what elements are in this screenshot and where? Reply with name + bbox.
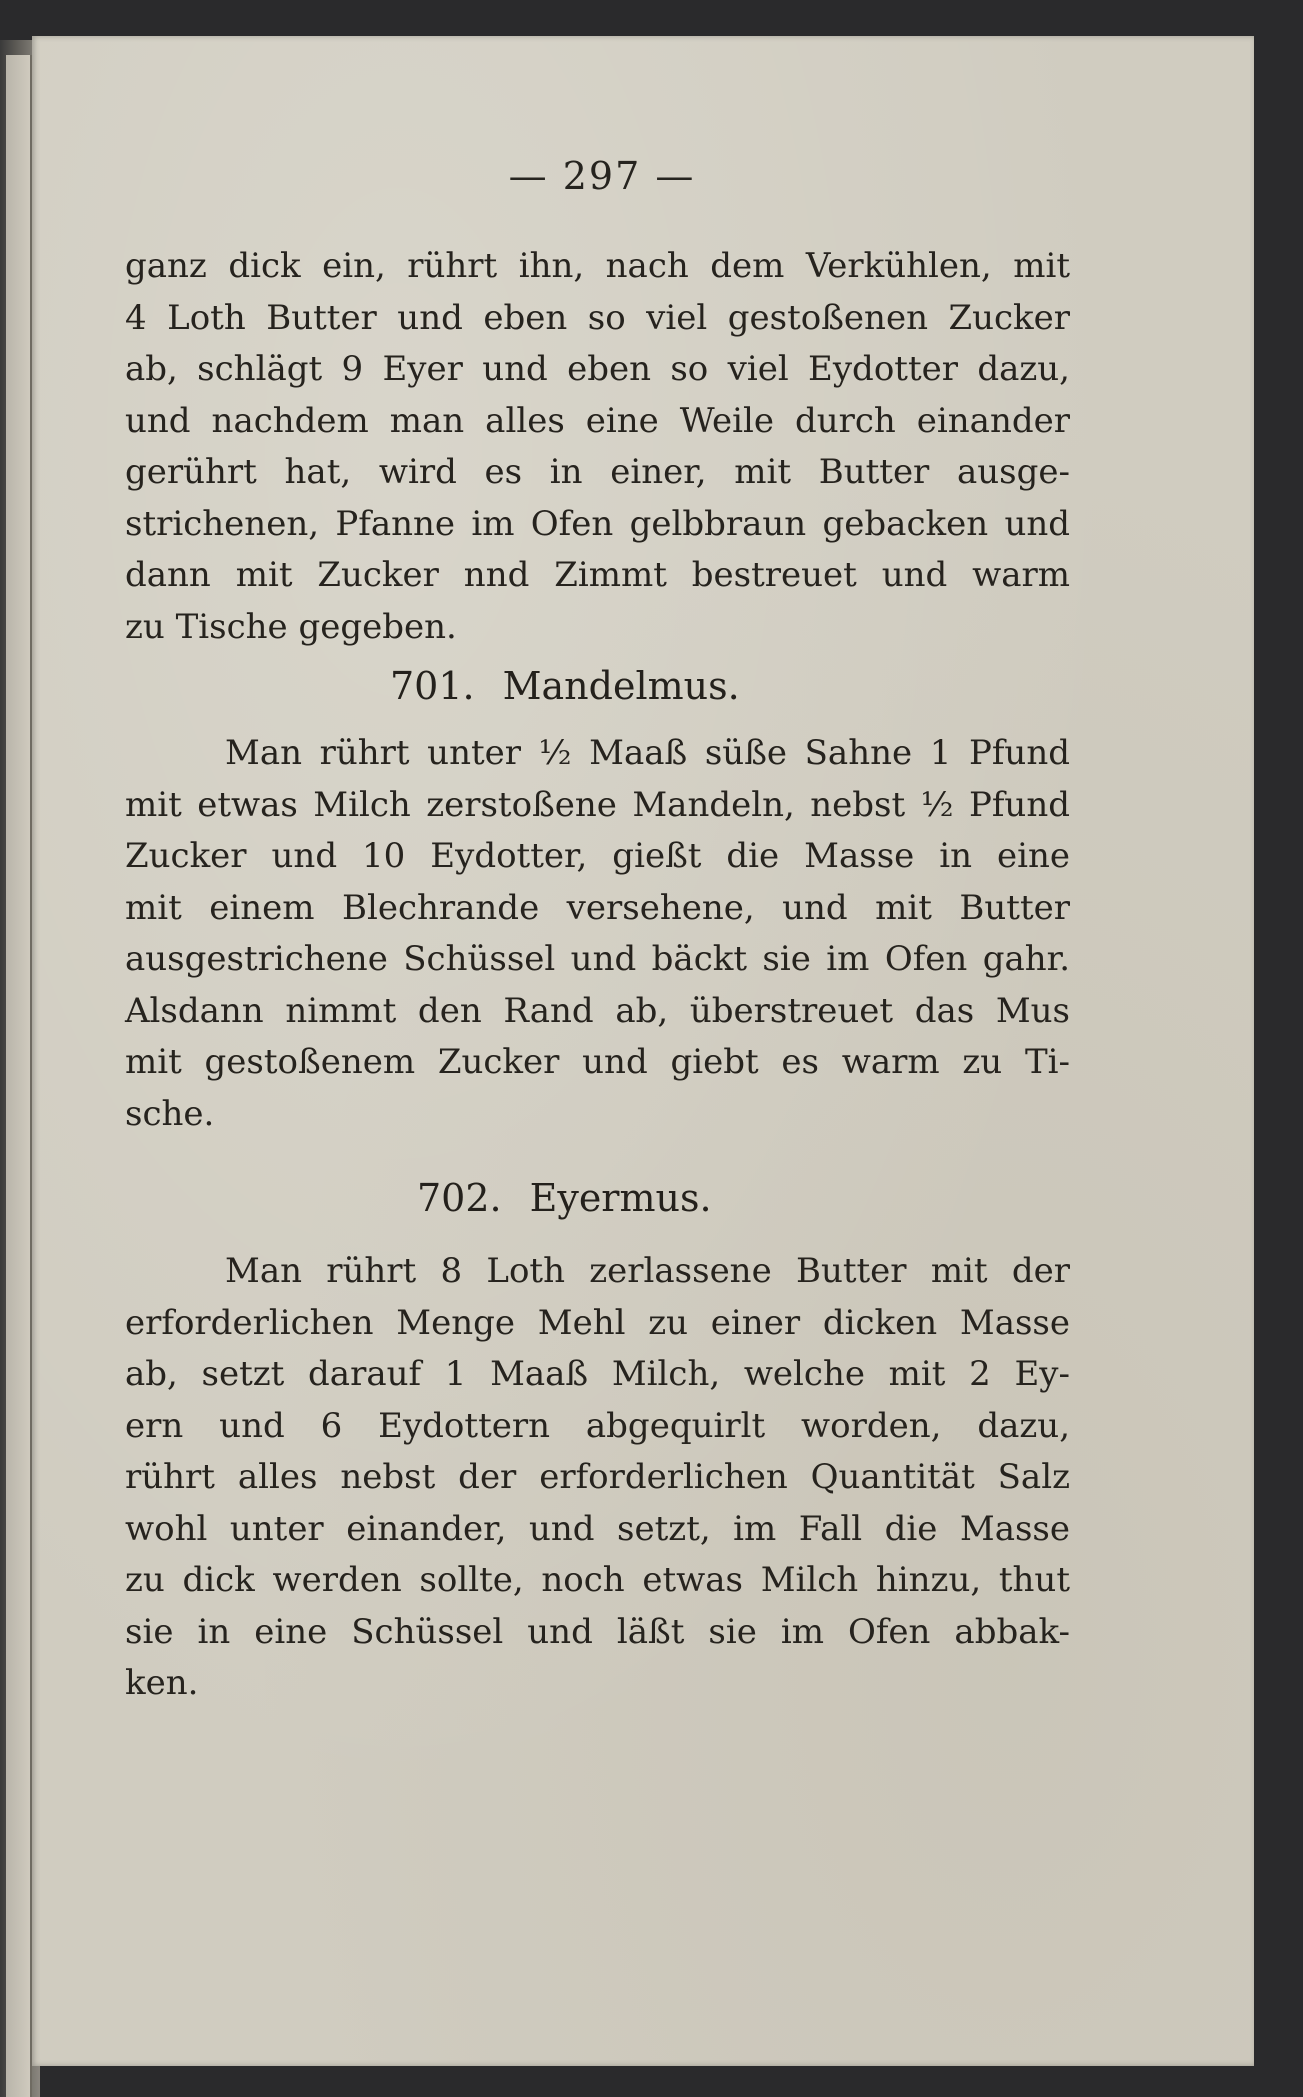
recipe-title: Mandelmus. (502, 664, 740, 708)
text-line: wohl unter einander, und setzt, im Fall die Masse (125, 1508, 1070, 1549)
text-line: 4 Loth Butter und eben so viel gestoßenen Zucker (125, 297, 1070, 338)
text-line: gerührt hat, wird es in einer, mit Butter ausge- (125, 452, 1070, 492)
text-line: und nachdem man alles eine Weile durch einander (125, 400, 1070, 441)
recipe-701-body (125, 728, 1070, 1140)
text-line: dann mit Zucker nnd Zimmt bestreuet und warm (125, 555, 1070, 595)
text-line: zu Tische gegeben. (125, 606, 457, 647)
text-line: Zucker und 10 Eydotter, gießt die Masse in eine (125, 836, 1070, 876)
recipe-702-body (125, 1246, 1070, 1710)
text-line: rührt alles nebst der erforderlichen Quantität Salz (125, 1457, 1070, 1497)
text-line: strichenen, Pfanne im Ofen gelbbraun gebacken und (125, 503, 1070, 544)
text-line: ganz dick ein, rührt ihn, nach dem Verkühlen, mit (125, 246, 1070, 286)
recipe-702-heading (417, 1176, 712, 1220)
text-line: mit gestoßenem Zucker und giebt es warm zu Ti- (125, 1042, 1070, 1082)
previous-page-edge (6, 55, 32, 2097)
text-line: sche. (125, 1093, 215, 1134)
intro-paragraph (125, 241, 1070, 653)
text-line: ern und 6 Eydottern abgequirlt worden, dazu, (125, 1405, 1070, 1446)
book-page (32, 36, 1254, 2066)
text-line: mit einem Blechrande versehene, und mit Butter (125, 887, 1070, 928)
text-line: ausgestrichene Schüssel und bäckt sie im Ofen gahr. (125, 939, 1070, 979)
page-number: — 297 — (508, 154, 696, 198)
text-line: Alsdann nimmt den Rand ab, überstreuet das Mus (125, 990, 1070, 1031)
recipe-title: Eyermus. (529, 1176, 712, 1220)
recipe-number: 701. (390, 664, 475, 708)
recipe-number: 702. (417, 1176, 502, 1220)
text-line: mit etwas Milch zerstoßene Mandeln, nebst ½ Pfund (125, 784, 1070, 825)
text-line: sie in eine Schüssel und läßt sie im Ofen abbak- (125, 1611, 1070, 1652)
text-line: Man rührt unter ½ Maaß süße Sahne 1 Pfund (225, 733, 1070, 773)
text-line: zu dick werden sollte, noch etwas Milch hinzu, thut (125, 1560, 1070, 1600)
text-line: Man rührt 8 Loth zerlassene Butter mit der (225, 1251, 1070, 1291)
text-line: ken. (125, 1663, 199, 1703)
recipe-701-heading (390, 664, 740, 708)
text-line: ab, setzt darauf 1 Maaß Milch, welche mit 2 Ey- (125, 1354, 1070, 1394)
text-line: erforderlichen Menge Mehl zu einer dicken Masse (125, 1302, 1070, 1343)
text-line: ab, schlägt 9 Eyer und eben so viel Eydotter dazu, (125, 349, 1070, 389)
